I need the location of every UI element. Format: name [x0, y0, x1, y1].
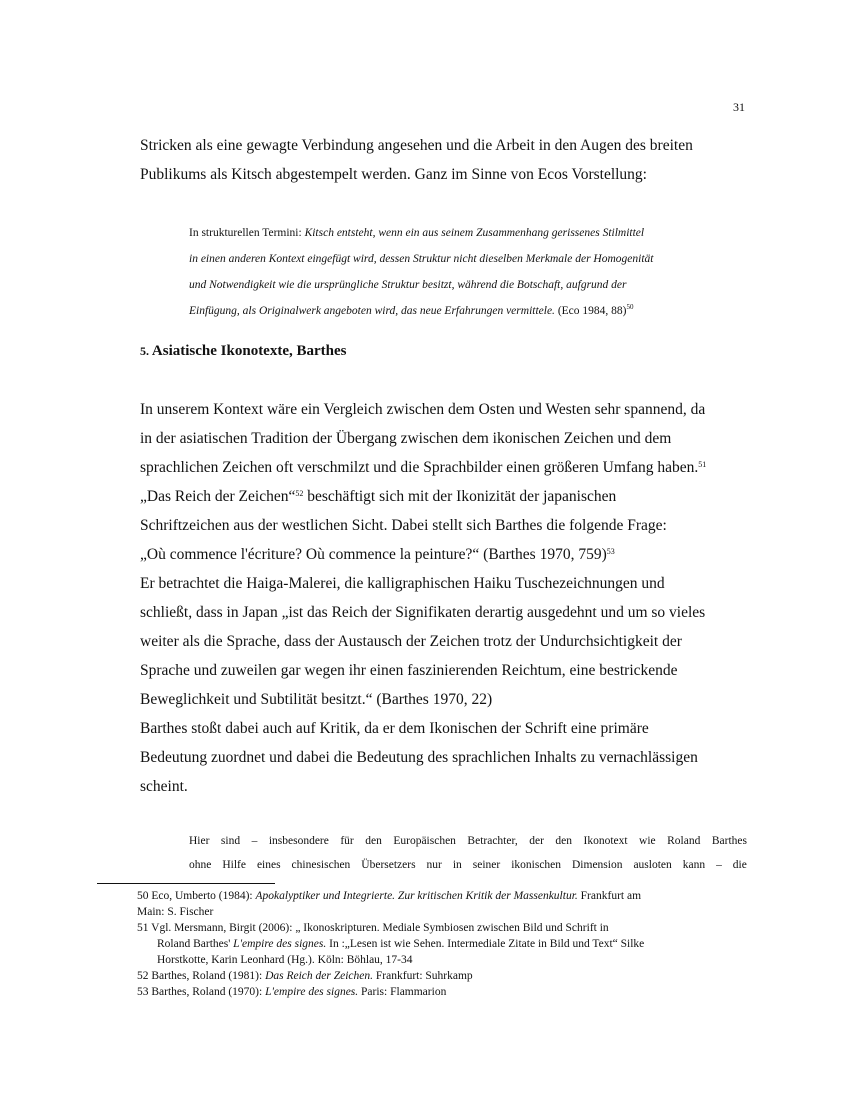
word: eines: [256, 859, 281, 871]
section-number: 5.: [140, 344, 149, 358]
footnote-title: Apokalyptiker und Integrierte. Zur kritischen Kritik der Massenkultur.: [255, 890, 578, 902]
text-line: Stricken als eine gewagte Verbindung angesehen und die Arbeit in den Augen des breiten: [140, 137, 693, 154]
quote-text: Kitsch entsteht, wenn ein aus seinem Zusammenhang gerissenes Stilmittel: [304, 227, 645, 239]
footnote-text: Frankfurt am: [577, 890, 642, 902]
footnote-text: 50 Eco, Umberto (1984):: [137, 890, 256, 902]
text-line: Schriftzeichen aus der westlichen Sicht. Dabei stellt sich Barthes die folgende Frage:: [140, 517, 667, 534]
word: die: [732, 859, 747, 871]
text-line: „Où commence l'écriture? Où commence la peinture?“ (Barthes 1970, 759): [140, 546, 607, 563]
text-line: weiter als die Sprache, dass der Austausch der Zeichen trotz der Undurchsichtigkeit der: [140, 633, 682, 650]
text-line: Er betrachtet die Haiga-Malerei, die kalligraphischen Haiku Tuschezeichnungen und: [140, 575, 665, 592]
paragraph-main: [140, 395, 758, 801]
text-line: Barthes stoßt dabei auch auf Kritik, da er dem Ikonischen der Schrift eine primäre: [140, 720, 649, 737]
text-line: beschäftigt sich mit der Ikonizität der japanischen: [303, 488, 617, 505]
word: in: [452, 859, 462, 871]
word: wie: [639, 835, 656, 847]
footnote-text: 52 Barthes, Roland (1981):: [137, 970, 266, 982]
word: –: [716, 859, 722, 871]
word: chinesischen: [291, 859, 351, 871]
quote-citation: (Eco 1984, 88): [554, 305, 627, 317]
word: Betrachter,: [467, 835, 518, 847]
footnote-50: [137, 888, 749, 904]
block-quote-eco: [189, 220, 759, 324]
word: Ikonotext: [583, 835, 628, 847]
footnote-51: 51 Vgl. Mersmann, Birgit (2006): „ Ikonoskripturen. Mediale Symbiosen zwischen Bild und Schrift in: [137, 922, 609, 934]
word: Übersetzers: [361, 859, 416, 871]
footnote-divider: [97, 883, 275, 884]
footnote-51-cont: Horstkotte, Karin Leonhard (Hg.). Köln: Böhlau, 17-34: [157, 954, 413, 966]
word: ikonischen: [511, 859, 562, 871]
text-line: scheint.: [140, 778, 188, 795]
word: nur: [426, 859, 442, 871]
footnote-ref-52[interactable]: 52: [295, 489, 304, 498]
word: für: [340, 835, 354, 847]
word: Roland: [667, 835, 701, 847]
word: Barthes: [711, 835, 747, 847]
word: Europäischen: [393, 835, 456, 847]
text-line: In unserem Kontext wäre ein Vergleich zwischen dem Osten und Westen sehr spannend, da: [140, 401, 706, 418]
word: sind: [220, 835, 241, 847]
text-line: „Das Reich der Zeichen“: [140, 488, 296, 505]
word: –: [251, 835, 258, 847]
footnote-51-cont: [137, 936, 749, 952]
word: den: [555, 835, 572, 847]
footnote-title: L'empire des signes.: [233, 938, 327, 950]
footnote-ref-51[interactable]: 51: [698, 460, 707, 469]
text-line: in der asiatischen Tradition der Übergang zwischen dem ikonischen Zeichen und dem: [140, 430, 672, 447]
word: kann: [682, 859, 706, 871]
word: ohne: [189, 859, 212, 871]
block-quote-ikonotext: [189, 829, 747, 877]
word: den: [365, 835, 382, 847]
text-line: Sprache und zuweilen gar wegen ihr einen faszinierenden Reichtum, eine bestrickende: [140, 662, 678, 679]
footnote-50-cont: Main: S. Fischer: [137, 906, 214, 918]
footnote-ref-50[interactable]: 50: [626, 303, 634, 311]
footnote-title: L'empire des signes.: [265, 986, 359, 998]
footnote-53: [137, 984, 749, 1000]
text-line: sprachlichen Zeichen oft verschmilzt und die Sprachbilder einen größeren Umfang haben.: [140, 459, 699, 476]
footnotes: [137, 888, 749, 1000]
footnote-ref-53[interactable]: 53: [606, 547, 615, 556]
footnote-text: Paris: Flammarion: [358, 986, 447, 998]
quote-lead: In strukturellen Termini:: [189, 227, 305, 239]
justified-line: [189, 853, 747, 877]
footnote-text: Frankfurt: Suhrkamp: [373, 970, 473, 982]
quote-text: Einfügung, als Originalwerk angeboten wird, das neue Erfahrungen vermittele.: [189, 305, 555, 317]
word: der: [529, 835, 544, 847]
footnote-title: Das Reich der Zeichen.: [265, 970, 374, 982]
text-line: Bedeutung zuordnet und dabei die Bedeutung des sprachlichen Inhalts zu vernachlässigen: [140, 749, 698, 766]
footnote-text: Roland Barthes': [157, 938, 234, 950]
quote-text: und Notwendigkeit wie die ursprüngliche Struktur besitzt, während die Botschaft, aufgrund der: [189, 279, 627, 291]
word: Hilfe: [222, 859, 246, 871]
word: Dimension: [572, 859, 623, 871]
word: insbesondere: [268, 835, 329, 847]
section-heading: [140, 343, 347, 360]
word: seiner: [472, 859, 501, 871]
text-line: Publikums als Kitsch abgestempelt werden. Ganz im Sinne von Ecos Vorstellung:: [140, 166, 647, 183]
justified-line: [189, 829, 747, 853]
text-line: schließt, dass in Japan „ist das Reich der Signifikaten derartig ausgedehnt und um so vieles: [140, 604, 706, 621]
quote-text: in einen anderen Kontext eingefügt wird, dessen Struktur nicht dieselben Merkmale der Homogenität: [189, 253, 654, 265]
section-title: Asiatische Ikonotexte, Barthes: [149, 343, 347, 359]
word: ausloten: [633, 859, 672, 871]
footnote-text: 53 Barthes, Roland (1970):: [137, 986, 266, 998]
footnote-text: In :„Lesen ist wie Sehen. Intermediale Zitate in Bild und Text“ Silke: [326, 938, 645, 950]
page-number: 31: [733, 100, 745, 114]
text-line: Beweglichkeit und Subtilität besitzt.“ (Barthes 1970, 22): [140, 691, 493, 708]
footnote-52: [137, 968, 749, 984]
paragraph-intro: [140, 131, 758, 189]
word: Hier: [189, 835, 210, 847]
